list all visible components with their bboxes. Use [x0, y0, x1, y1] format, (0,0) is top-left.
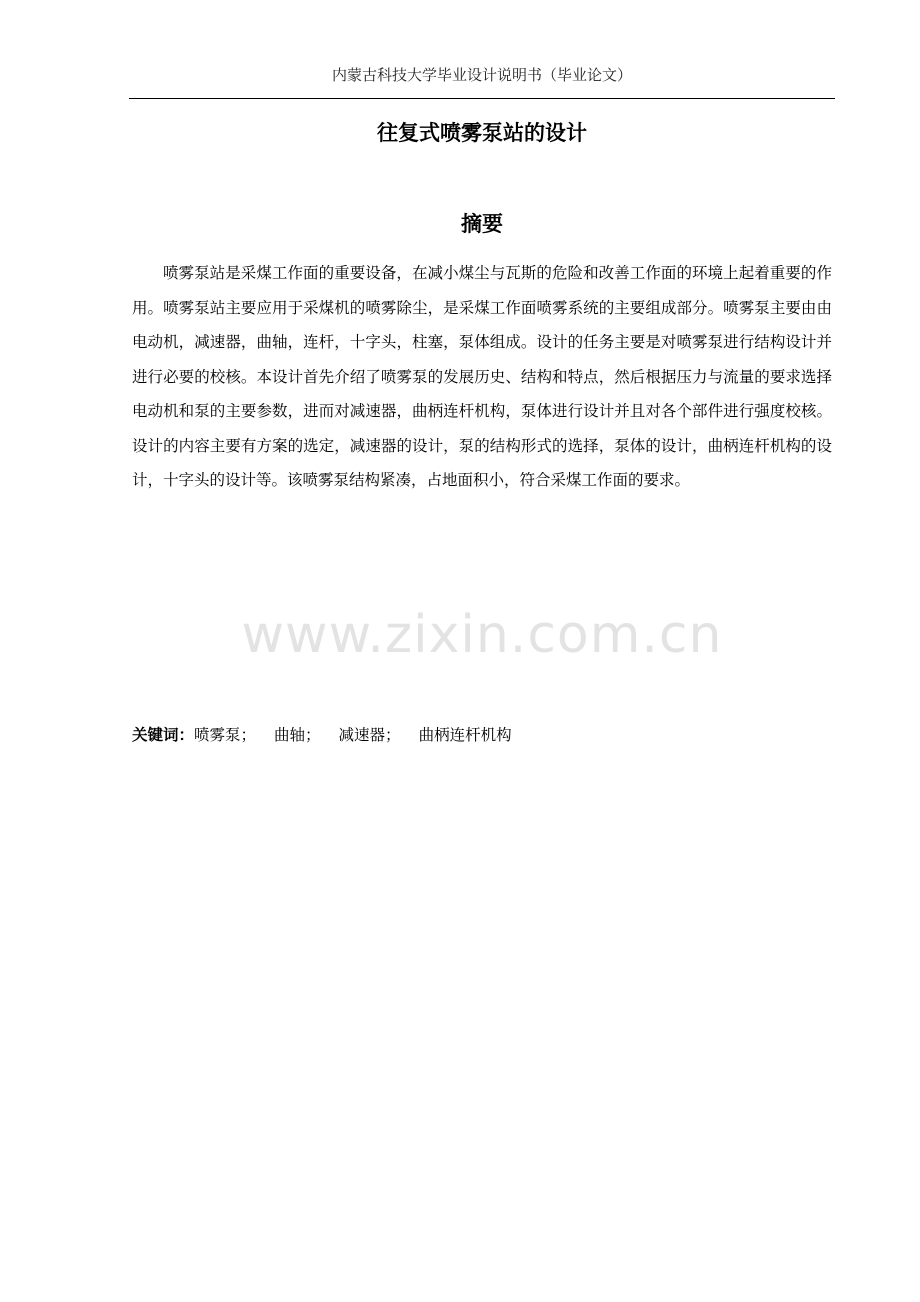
abstract-body: 喷雾泵站是采煤工作面的重要设备，在减小煤尘与瓦斯的危险和改善工作面的环境上起着重要的作用。喷雾泵站主要应用于采煤机的喷雾除尘，是采煤工作面喷雾系统的主要组成部分。喷雾泵主要由由电动机，减速器，曲轴，连杆，十字头，柱塞，泵体组成。设计的任务主要是对喷雾泵进行结构设计并进行必要的校核。本设计首先介绍了喷雾泵的发展历史、结构和特点，然后根据压力与流量的要求选择电动机和泵的主要参数，进而对减速器，曲柄连杆机构，泵体进行设计并且对各个部件进行强度校核。设计的内容主要有方案的选定，减速器的设计，泵的结构形式的选择，泵体的设计，曲柄连杆机构的设计，十字头的设计等。该喷雾泵结构紧凑，占地面积小，符合采煤工作面的要求。	[132, 264, 832, 489]
running-header: 内蒙古科技大学毕业设计说明书（毕业论文）	[331, 66, 632, 84]
keyword-item: 喷雾泵；	[194, 726, 257, 744]
abstract-heading: 摘要	[461, 212, 503, 236]
keywords-line	[132, 720, 832, 750]
keyword-item: 曲柄连杆机构	[418, 726, 512, 744]
keyword-item: 减速器；	[338, 726, 401, 744]
watermark: www.zixin.com.cn	[241, 605, 723, 665]
document-title: 往复式喷雾泵站的设计	[377, 121, 587, 145]
keyword-item: 曲轴；	[274, 726, 321, 744]
keywords-label: 关键词：	[132, 726, 195, 744]
header-rule	[129, 98, 835, 99]
